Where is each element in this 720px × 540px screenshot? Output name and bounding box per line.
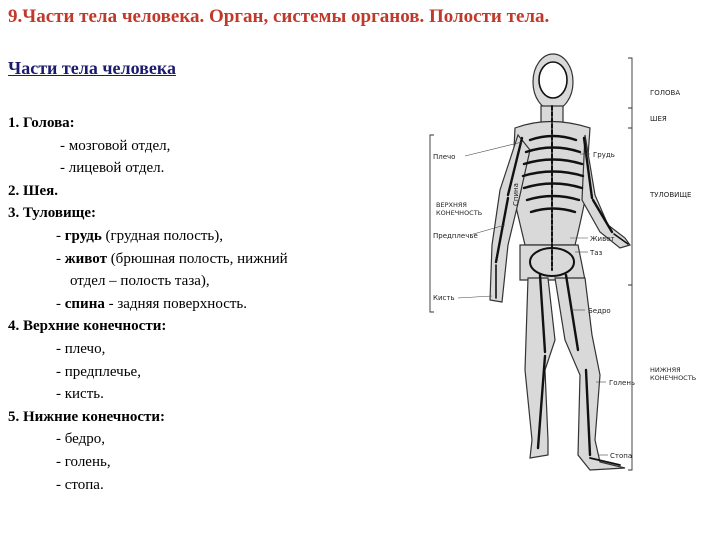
label-head: ГОЛОВА — [650, 89, 681, 97]
list-subitem-brain-part: - мозговой отдел, — [60, 137, 171, 154]
label-upper-limb-line1: ВЕРХНЯЯ — [436, 201, 467, 209]
list-subitem-foot: - стопа. — [56, 476, 104, 493]
section-heading: Части тела человека — [8, 58, 176, 78]
label-neck: ШЕЯ — [650, 115, 667, 123]
chest-desc: (грудная полость), — [101, 227, 223, 244]
back-term: спина — [64, 295, 105, 312]
body-silhouette — [490, 54, 633, 470]
list-item-head: 1. Голова: — [8, 115, 75, 131]
list-item-trunk: 3. Туловище: — [8, 205, 96, 222]
abdomen-desc: (брюшная полость, нижний — [106, 250, 288, 267]
abdomen-term: живот — [64, 250, 107, 267]
skull — [539, 62, 567, 98]
label-trunk: ТУЛОВИЩЕ — [650, 191, 692, 199]
left-brackets — [430, 135, 434, 312]
list-subitem-forearm: - предплечье, — [56, 363, 141, 380]
list-subitem-face-part: - лицевой отдел. — [60, 160, 165, 177]
label-shin: Голень — [609, 379, 636, 387]
label-foot: Стопа — [610, 452, 633, 460]
list-subitem-chest: - грудь (грудная полость), — [56, 227, 223, 244]
label-hand: Кисть — [433, 294, 455, 302]
label-chest: Грудь — [593, 151, 615, 159]
label-abdomen: Живот — [590, 235, 615, 243]
list-subitem-back: - спина - задняя поверхность. — [56, 295, 248, 312]
chest-term: грудь — [64, 227, 102, 244]
label-forearm: Предплечье — [433, 232, 478, 240]
list-item-upper-limbs: 4. Верхние конечности: — [8, 318, 167, 335]
list-subitem-abdomen-cont: отдел – полость таза), — [70, 273, 210, 290]
list-subitem-abdomen: - живот (брюшная полость, нижний — [56, 250, 288, 267]
label-pelvis: Таз — [590, 249, 603, 257]
leader-hand — [458, 296, 492, 298]
right-brackets — [628, 58, 632, 470]
lower-limb-bracket — [628, 285, 632, 470]
label-upper-limb-line2: КОНЕЧНОСТЬ — [436, 209, 483, 217]
label-lower-limb-line1: НИЖНЯЯ — [650, 366, 681, 374]
upper-limb-bracket — [430, 135, 434, 312]
body-parts-list — [8, 112, 368, 496]
list-subitem-shoulder: - плечо, — [56, 340, 106, 357]
list-subitem-shin: - голень, — [56, 453, 111, 470]
skeleton-diagram — [380, 50, 720, 540]
label-lower-limb-line2: КОНЕЧНОСТЬ — [650, 374, 697, 382]
list-subitem-hand: - кисть. — [56, 386, 104, 403]
label-back: Спина — [512, 183, 520, 206]
list-item-lower-limbs: 5. Нижние конечности: — [8, 408, 166, 425]
label-thigh: Бедро — [588, 307, 611, 315]
list-subitem-thigh: - бедро, — [56, 431, 106, 448]
skeleton-illustration — [380, 50, 720, 540]
back-desc: - задняя поверхность. — [104, 295, 248, 312]
label-shoulder: Плечо — [433, 153, 456, 161]
trunk-bracket — [628, 128, 632, 285]
neck-bracket — [628, 108, 632, 128]
page-title: 9.Части тела человека. Орган, системы органов. Полости тела. — [8, 6, 550, 27]
list-item-neck: 2. Шея. — [8, 182, 58, 199]
head-bracket — [628, 58, 632, 108]
